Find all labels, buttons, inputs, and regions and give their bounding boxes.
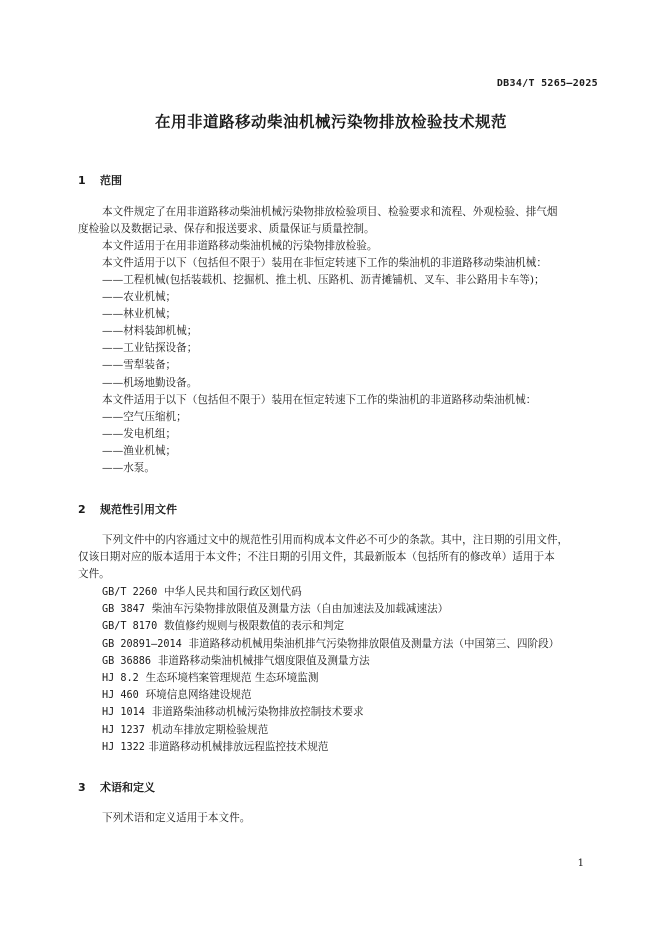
page-number: 1 <box>577 858 584 869</box>
section-1-title: 范围 <box>100 174 122 187</box>
list-item: ——林业机械； <box>102 308 177 321</box>
section-3-number: 3 <box>78 781 86 794</box>
reference-item <box>102 722 559 739</box>
section-1-paragraph-4: 本文件适用于以下（包括但不限于）装用在恒定转速下工作的柴油机的非道路移动柴油机械： <box>102 393 537 406</box>
reference-name: 数值修约规则与极限数值的表示和判定 <box>163 620 345 633</box>
reference-item <box>102 601 559 618</box>
paragraph-line: 下列术语和定义适用于本文件。 <box>102 812 251 824</box>
reference-code: HJ 1322 <box>102 741 145 753</box>
reference-item <box>102 618 559 635</box>
normative-references-list <box>102 584 559 756</box>
document-title: 在用非道路移动柴油机械污染物排放检验技术规范 <box>154 113 507 131</box>
reference-item <box>102 739 559 756</box>
reference-code: HJ 8.2 <box>102 672 139 684</box>
paragraph-line: 度检验以及数据记录、保存和报送要求、质量保证与质量控制。 <box>78 223 375 235</box>
reference-item <box>102 636 559 653</box>
paragraph-line: 下列文件中的内容通过文中的规范性引用而构成本文件必不可少的条款。其中，注日期的引用文件， <box>102 534 569 546</box>
list-item: ——雪犁装备； <box>102 359 177 372</box>
section-2-number: 2 <box>78 503 86 516</box>
reference-code: GB/T 2260 <box>102 587 158 598</box>
list-item: ——水泵。 <box>102 462 155 475</box>
section-1-paragraph-1 <box>78 204 599 272</box>
reference-name: 非道路柴油移动机械污染物排放控制技术要求 <box>151 706 364 719</box>
section-1-heading <box>78 172 122 188</box>
reference-name: 生态环境档案管理规范 生态环境监测 <box>145 671 319 684</box>
paragraph-line: 本文件规定了在用非道路移动柴油机械污染物排放检验项目、检验要求和流程、外观检验、排气烟 <box>102 206 558 218</box>
section-2-title: 规范性引用文件 <box>100 503 177 516</box>
reference-name: 中华人民共和国行政区划代码 <box>163 586 302 598</box>
reference-name: 非道路移动机械排放远程监控技术规范 <box>148 740 329 753</box>
list-item: ——空气压缩机； <box>102 410 187 423</box>
section-3-heading <box>78 779 155 795</box>
document-code: DB34/T 5265—2025 <box>496 78 598 89</box>
reference-name: 非道路移动机械用柴油机排气污染物排放限值及测量方法（中国第三、四阶段） <box>188 637 560 650</box>
reference-code: GB 20891—2014 <box>102 638 182 650</box>
reference-item <box>102 670 559 687</box>
section-1-paragraph-2: 本文件适用于在用非道路移动柴油机械的污染物排放检验。 <box>102 240 378 252</box>
reference-name: 非道路移动柴油机械排气烟度限值及测量方法 <box>157 654 370 667</box>
section-3-title: 术语和定义 <box>100 781 155 794</box>
reference-code: HJ 460 <box>102 690 139 702</box>
section-1-paragraph-3: 本文件适用于以下（包括但不限于）装用在非恒定转速下工作的柴油机的非道路移动柴油机械： <box>102 257 547 269</box>
reference-name: 柴油车污染物排放限值及测量方法（自由加速法及加载减速法） <box>151 603 449 616</box>
list-item: ——农业机械； <box>102 291 177 304</box>
list-item: ——材料装卸机械； <box>102 325 198 338</box>
reference-code: GB/T 8170 <box>102 621 158 633</box>
reference-code: HJ 1237 <box>102 724 145 736</box>
reference-item <box>102 584 559 601</box>
reference-item <box>102 687 559 704</box>
section-1-number: 1 <box>78 174 86 187</box>
section-2-intro <box>78 532 599 583</box>
paragraph-line: 仅该日期对应的版本适用于本文件；不注日期的引用文件，其最新版本（包括所有的修改单）适用于本 <box>78 551 555 563</box>
reference-code: GB 36886 <box>102 655 152 667</box>
reference-name: 机动车排放定期检验规范 <box>151 723 269 736</box>
reference-code: GB 3847 <box>102 604 145 616</box>
section-1-list-1 <box>102 272 545 477</box>
paragraph-line: 文件。 <box>78 568 110 580</box>
list-item: ——工业钻探设备； <box>102 342 198 355</box>
list-item: ——发电机组； <box>102 427 177 440</box>
reference-code: HJ 1014 <box>102 707 145 719</box>
reference-name: 环境信息网络建设规范 <box>145 689 252 702</box>
reference-item <box>102 653 559 670</box>
list-item: ——渔业机械； <box>102 444 177 457</box>
reference-item <box>102 704 559 721</box>
list-item: ——机场地勤设备。 <box>102 376 198 389</box>
list-item: ——工程机械(包括装载机、挖掘机、推土机、压路机、沥青摊铺机、叉车、非公路用卡车等)； <box>102 274 545 286</box>
section-2-heading <box>78 501 177 517</box>
section-3-paragraph-1 <box>78 810 599 827</box>
